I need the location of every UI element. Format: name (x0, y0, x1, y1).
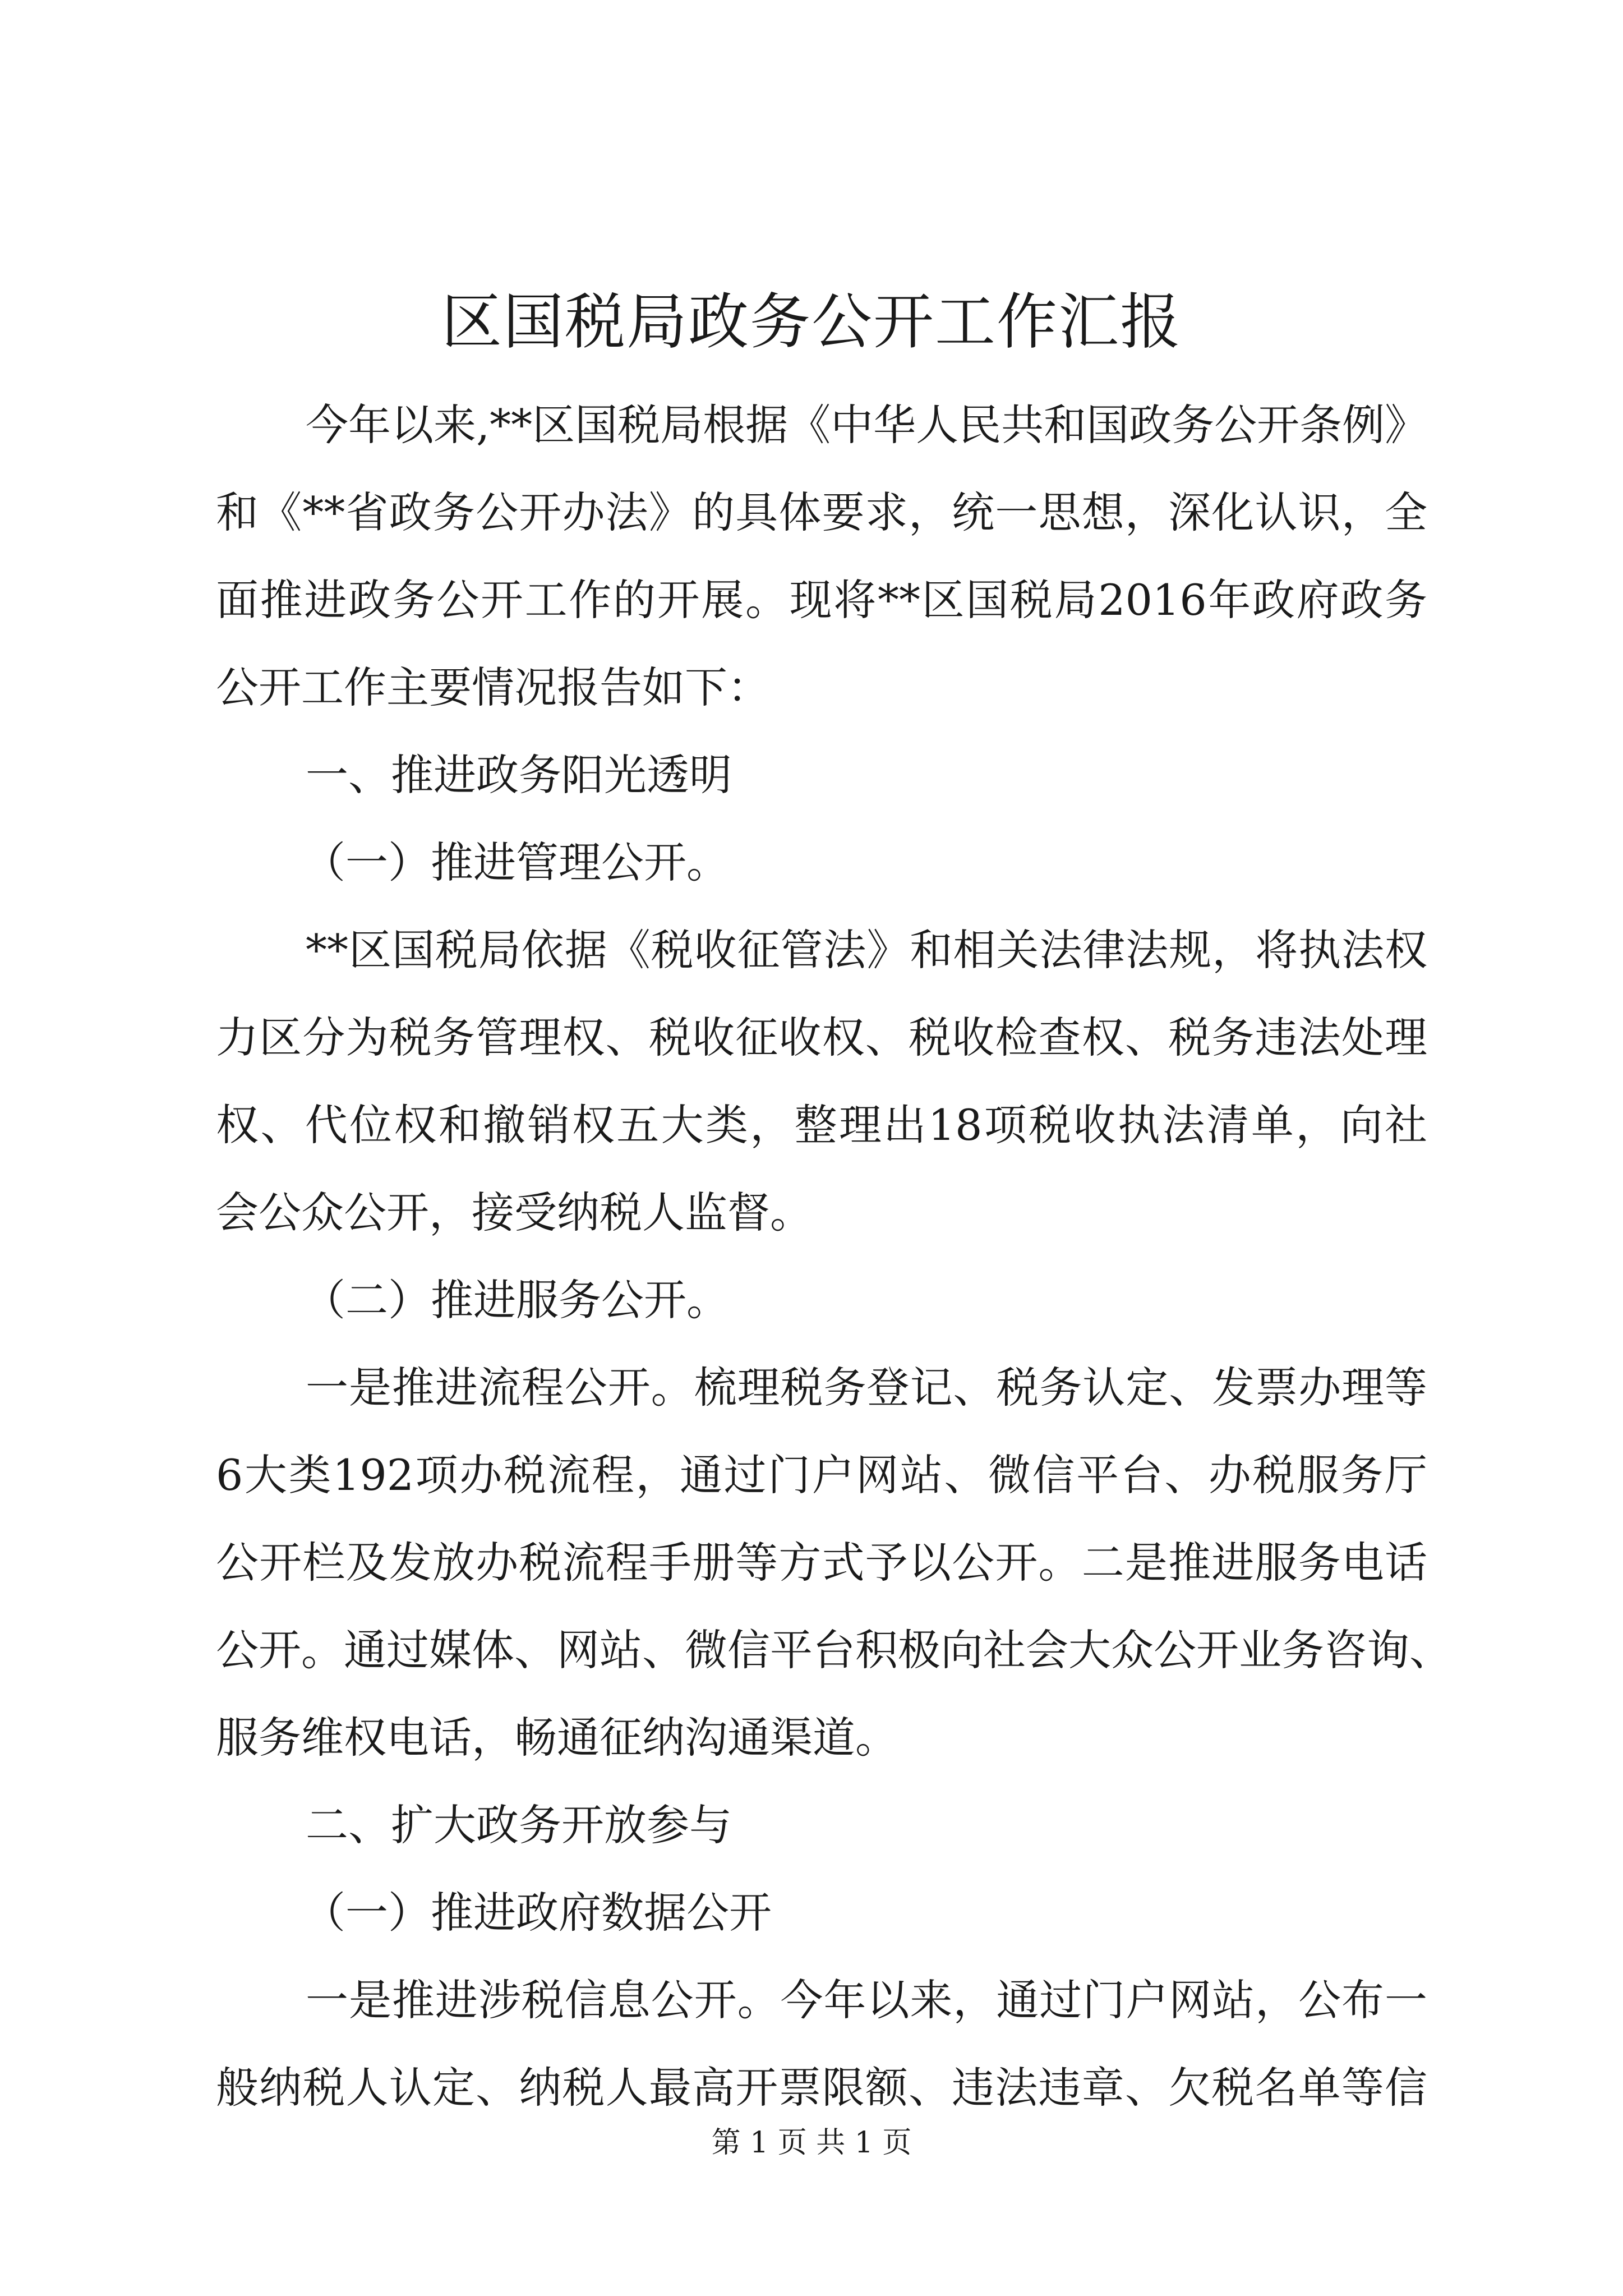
paragraph-line: 面推进政务公开工作的开展。现将**区国税局2016年政府政务 (216, 575, 1427, 625)
paragraph-line: 一是推进涉税信息公开。今年以来，通过门户网站，公布一 (306, 1975, 1427, 2025)
paragraph-line: 和《**省政务公开办法》的具体要求，统一思想，深化认识，全 (216, 487, 1427, 537)
paragraph-line: 权、代位权和撤销权五大类，整理出18项税收执法清单，向社 (216, 1100, 1427, 1150)
subsection-heading: （一）推进政府数据公开 (303, 1888, 772, 1938)
subsection-heading: （一）推进管理公开。 (303, 838, 729, 887)
subsection-heading: （二）推进服务公开。 (303, 1275, 729, 1325)
paragraph-line: 公开栏及发放办税流程手册等方式予以公开。二是推进服务电话 (216, 1538, 1427, 1588)
paragraph-line: 一是推进流程公开。梳理税务登记、税务认定、发票办理等 (306, 1363, 1427, 1412)
page-footer: 第 1 页 共 1 页 (711, 2126, 912, 2160)
document-body (216, 381, 1452, 2132)
document-title: 区国税局政务公开工作汇报 (441, 287, 1182, 357)
paragraph-line: 公开。通过媒体、网站、微信平台积极向社会大众公开业务咨询、 (216, 1625, 1452, 1675)
paragraph-line: 会公众公开，接受纳税人监督。 (216, 1188, 813, 1237)
paragraph-line: 力区分为税务管理权、税收征收权、税收检查权、税务违法处理 (216, 1013, 1427, 1062)
section-heading: 一、推进政务阳光透明 (306, 750, 732, 800)
paragraph-line: 6大类192项办税流程，通过门户网站、微信平台、办税服务厅 (216, 1450, 1427, 1500)
paragraph-line: 公开工作主要情况报告如下： (216, 662, 770, 712)
paragraph-line: 般纳税人认定、纳税人最高开票限额、违法违章、欠税名单等信 (216, 2063, 1427, 2113)
section-heading: 二、扩大政务开放参与 (306, 1800, 732, 1850)
paragraph-line: **区国税局依据《税收征管法》和相关法律法规，将执法权 (306, 925, 1427, 975)
paragraph-line: 今年以来,**区国税局根据《中华人民共和国政务公开条例》 (306, 400, 1428, 450)
paragraph-line: 服务维权电话，畅通征纳沟通渠道。 (216, 1713, 898, 1763)
